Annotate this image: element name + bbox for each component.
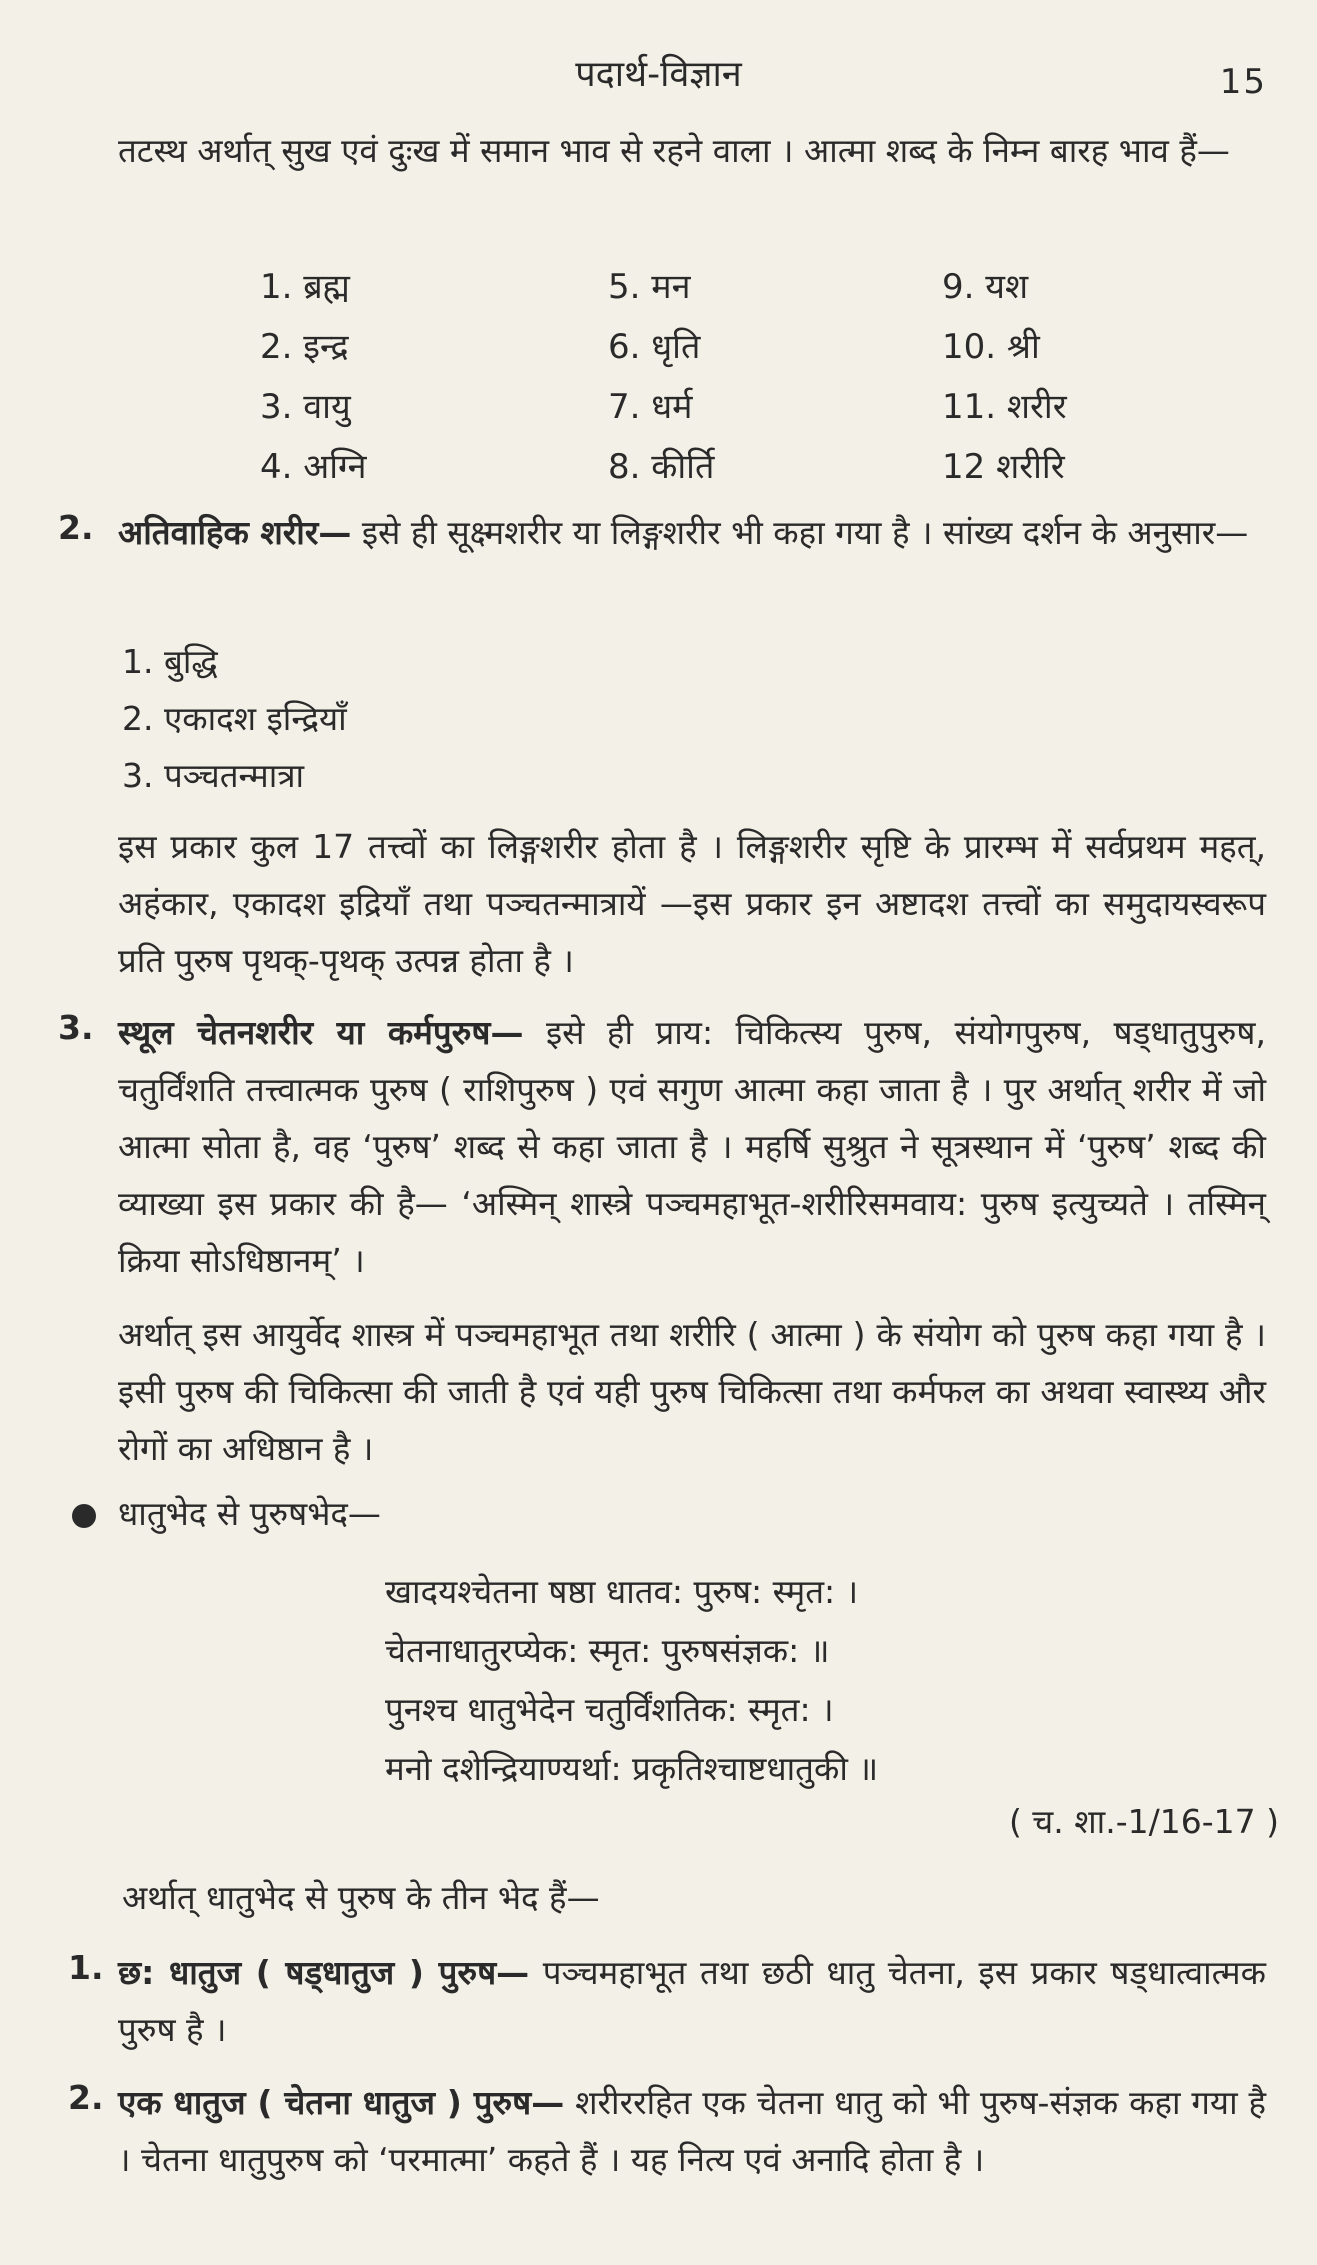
list-item: 3. वायु	[260, 387, 351, 427]
list-item: 7. धर्म	[608, 387, 693, 427]
type-heading: एक धातुज ( चेतना धातुज ) पुरुष—	[118, 2083, 565, 2122]
lead-line: अर्थात् धातुभेद से पुरुष के तीन भेद हैं—	[122, 1878, 600, 1917]
section-2-para: इस प्रकार कुल 17 तत्त्वों का लिङ्गशरीर होता है । लिङ्गशरीर सृष्टि के प्रारम्भ में सर्वप्रथम महत्, अहंकार, एकादश इद्रियाँ तथा पञ्चतन्मात्रायें —इस प्रकार इन अष्टादश तत्त्वों का समुदायस्वरूप प्रति पुरुष पृथक्-पृथक् उत्पन्न होता है ।	[118, 827, 1266, 980]
section-2-paragraph	[118, 504, 1266, 561]
list-item: 9. यश	[942, 267, 1029, 307]
running-header: पदार्थ-विज्ञान	[575, 54, 742, 95]
verse-line: मनो दशेन्द्रियाण्यर्था: प्रकृतिश्चाष्टधातुकी ॥	[385, 1749, 879, 1788]
verse-line: पुनश्च धातुभेदेन चतुर्विंशतिक: स्मृत: ।	[385, 1690, 834, 1729]
verse-line: चेतनाधातुरप्येक: स्मृत: पुरुषसंज्ञक: ॥	[385, 1631, 830, 1670]
type-text: शरीररहित एक चेतना धातु को भी पुरुष-संज्ञक कहा गया है । चेतना धातुपुरुष को ‘परमात्मा’ कहते हैं । यह नित्य एवं अनादि होता है ।	[118, 2083, 1266, 2179]
section-heading: अतिवाहिक शरीर—	[118, 513, 352, 552]
verse-reference: ( च. शा.-1/16-17 )	[1008, 1802, 1279, 1841]
type-number: 2.	[68, 2078, 104, 2117]
intro-paragraph: तटस्थ अर्थात् सुख एवं दुःख में समान भाव से रहने वाला । आत्मा शब्द के निम्न बारह भाव हैं—	[118, 131, 1230, 170]
list-item: 3. पञ्चतन्मात्रा	[122, 756, 305, 795]
section-number: 2.	[58, 508, 94, 547]
list-item: 6. धृति	[608, 327, 701, 367]
bullet-heading: धातुभेद से पुरुषभेद—	[118, 1494, 381, 1533]
list-item: 4. अग्नि	[260, 447, 367, 487]
type-paragraph	[118, 1944, 1266, 2058]
section-heading: स्थूल चेतनशरीर या कर्मपुरुष—	[118, 1013, 524, 1052]
list-item: 10. श्री	[942, 327, 1040, 367]
section-text: इसे ही सूक्ष्मशरीर या लिङ्गशरीर भी कहा गया है । सांख्य दर्शन के अनुसार—	[361, 513, 1249, 552]
type-heading: छ: धातुज ( षड्धातुज ) पुरुष—	[118, 1953, 530, 1992]
list-item: 2. एकादश इन्द्रियाँ	[122, 699, 347, 738]
type-text: पञ्चमहाभूत तथा छठी धातु चेतना, इस प्रकार षड्धात्वात्मक पुरुष है ।	[118, 1953, 1266, 2049]
list-item: 8. कीर्ति	[608, 447, 715, 487]
type-paragraph	[118, 2074, 1266, 2188]
list-item: 11. शरीर	[942, 387, 1067, 427]
section-number: 3.	[58, 1008, 94, 1047]
type-number: 1.	[68, 1948, 104, 1987]
list-item: 1. बुद्धि	[122, 642, 218, 681]
section-3-para: अर्थात् इस आयुर्वेद शास्त्र में पञ्चमहाभूत तथा शरीरि ( आत्मा ) के संयोग को पुरुष कहा गया है । इसी पुरुष की चिकित्सा की जाती है एवं यही पुरुष चिकित्सा तथा कर्मफल का अथवा स्वास्थ्य और रोगों का अधिष्ठान है ।	[118, 1315, 1266, 1468]
list-item: 2. इन्द्र	[260, 327, 349, 367]
page-number: 15	[1219, 62, 1267, 102]
list-item: 5. मन	[608, 267, 691, 307]
list-item: 1. ब्रह्म	[260, 267, 350, 307]
verse-line: खादयश्चेतना षष्ठा धातव: पुरुष: स्मृत: ।	[385, 1572, 859, 1611]
section-text: इसे ही प्राय: चिकित्स्य पुरुष, संयोगपुरुष, षड्धातुपुरुष, चतुर्विंशति तत्त्वात्मक पुरुष ( राशिपुरुष ) एवं सगुण आत्मा कहा जाता है । पुर अर्थात् शरीर में जो आत्मा सोता है, वह ‘पुरुष’ शब्द से कहा जाता है । महर्षि सुश्रुत ने सूत्रस्थान में ‘पुरुष’ शब्द की व्याख्या इस प्रकार की है— ‘अस्मिन् शास्त्रे पञ्चमहाभूत-शरीरिसमवाय: पुरुष इत्युच्यते । तस्मिन् क्रिया सोऽधिष्ठानम्’ ।	[118, 1013, 1266, 1280]
list-item: 12 शरीरि	[942, 447, 1065, 487]
section-3-paragraph	[118, 1004, 1266, 1289]
bullet-icon	[72, 1504, 96, 1528]
